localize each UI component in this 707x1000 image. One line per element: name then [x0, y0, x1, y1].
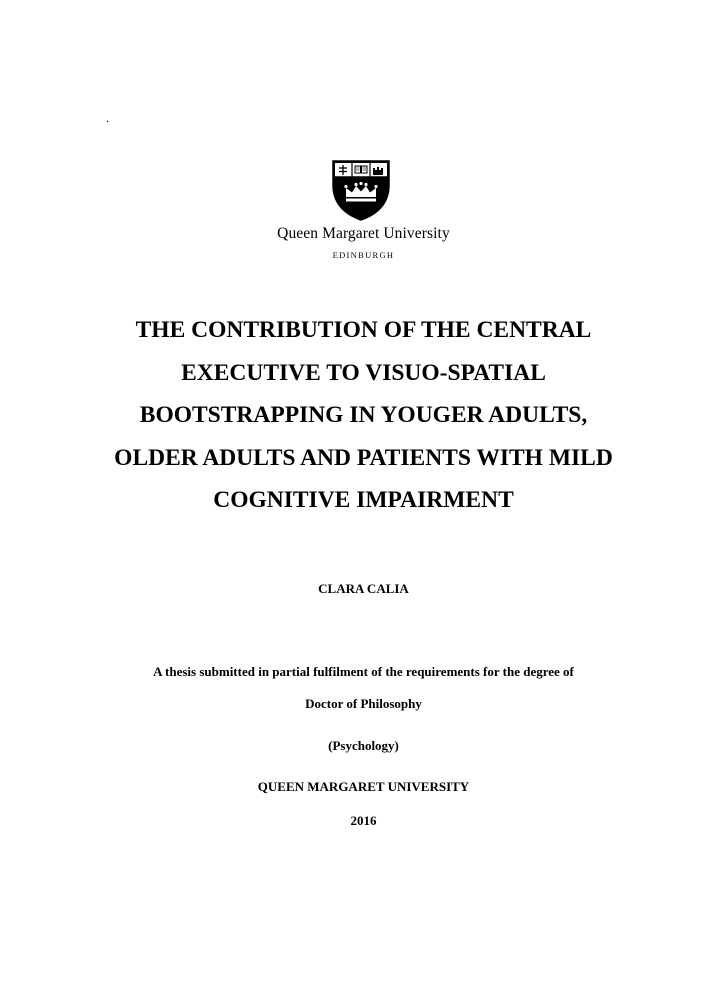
- title-line: EXECUTIVE TO VISUO-SPATIAL: [181, 359, 546, 386]
- discipline: (Psychology): [328, 738, 399, 753]
- university-crest-icon: [331, 159, 391, 221]
- institution: QUEEN MARGARET UNIVERSITY: [257, 779, 470, 794]
- year: 2016: [350, 813, 377, 828]
- title-line: OLDER ADULTS AND PATIENTS WITH MILD: [114, 444, 613, 471]
- thesis-title: [0, 309, 707, 522]
- stray-dot: .: [106, 111, 109, 125]
- submission-statement: A thesis submitted in partial fulfilment of the requirements for the degree of: [153, 664, 574, 679]
- university-name: Queen Margaret University: [277, 225, 450, 242]
- university-city: EDINBURGH: [332, 250, 395, 260]
- title-line: BOOTSTRAPPING IN YOUGER ADULTS,: [139, 402, 588, 428]
- degree: Doctor of Philosophy: [305, 696, 422, 711]
- title-line: THE CONTRIBUTION OF THE CENTRAL: [135, 317, 592, 343]
- author-name: CLARA CALIA: [318, 581, 409, 596]
- title-line: COGNITIVE IMPAIRMENT: [213, 487, 514, 513]
